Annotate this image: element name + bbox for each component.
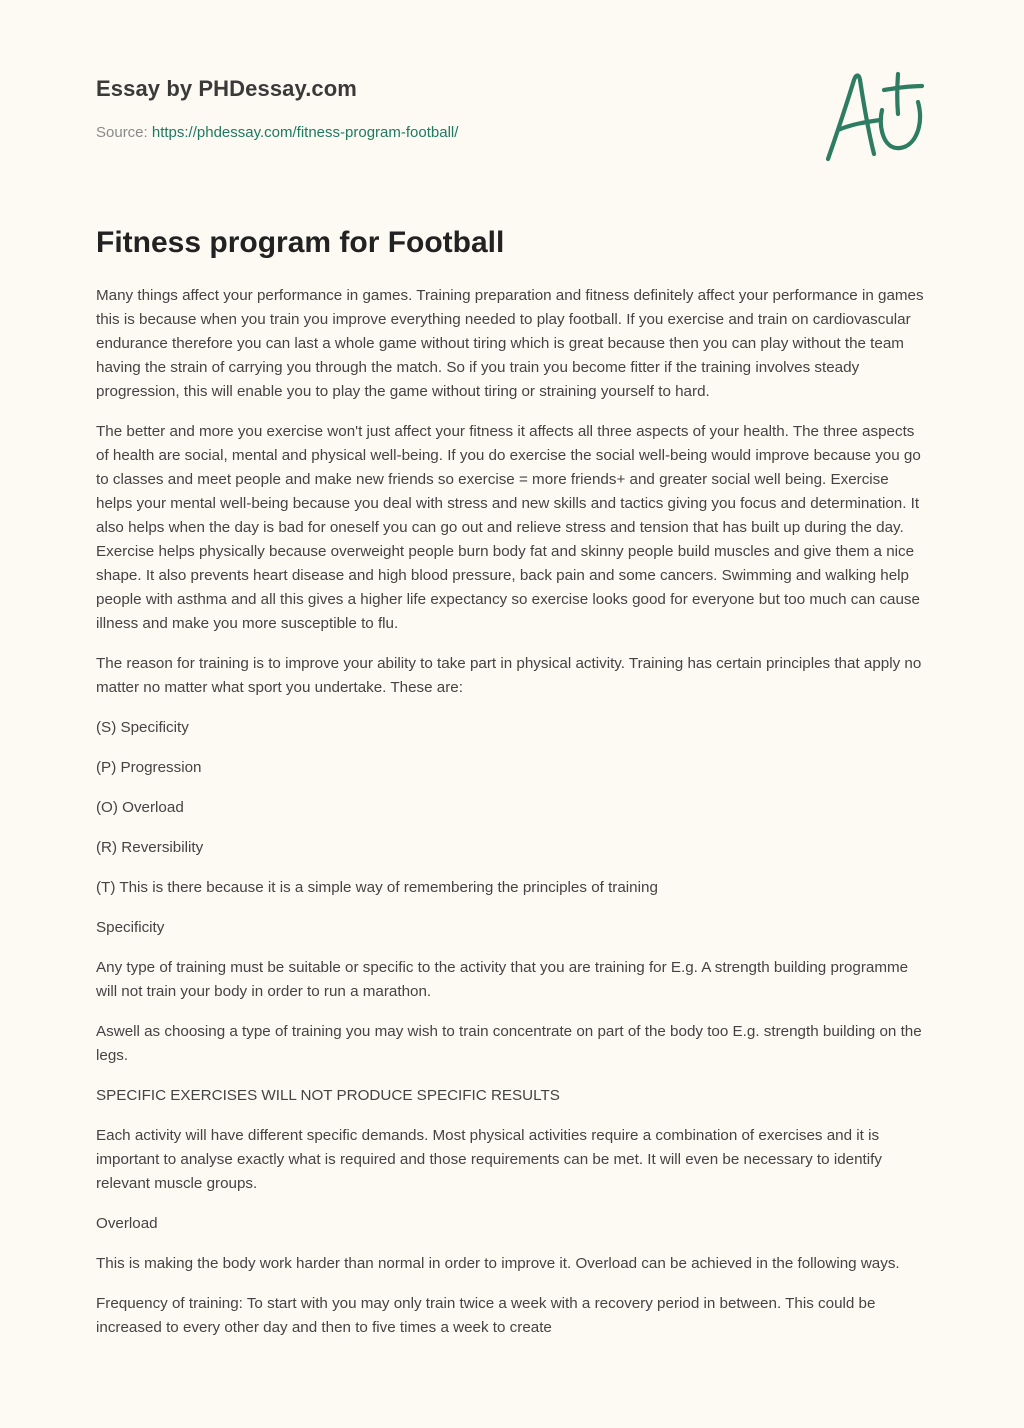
paragraph: Frequency of training: To start with you may only train twice a week with a recovery period in between. This could be increased to every other day and then to five times a week to create: [96, 1295, 876, 1336]
paragraph: (P) Progression: [96, 759, 202, 776]
paragraph: Many things affect your performance in games. Training preparation and fitness definitely affect your performance in games this is because when you train you improve everything needed to play football. If you exercise and train on cardiovascular endurance therefore you can last a whole game without tiring which is great because then you can play without the team having the strain of carrying you through the match. So if you train you become fitter if the training involves steady progression, this will enable you to play the game without tiring or straining yourself to hard.: [96, 287, 924, 400]
paragraph: This is making the body work harder than normal in order to improve it. Overload can be achieved in the following ways.: [96, 1255, 900, 1272]
paragraph: Each activity will have different specific demands. Most physical activities require a combination of exercises and it is important to analyse exactly what is required and those requirements can be met. It will even be necessary to identify relevant muscle groups.: [96, 1127, 882, 1192]
paragraph: Specificity: [96, 919, 165, 936]
paragraph: SPECIFIC EXERCISES WILL NOT PRODUCE SPECIFIC RESULTS: [96, 1087, 560, 1104]
paragraph: (O) Overload: [96, 799, 184, 816]
paragraph: (R) Reversibility: [96, 839, 204, 856]
paragraph: The better and more you exercise won't just affect your fitness it affects all three aspects of your health. The three aspects of health are social, mental and physical well-being. If you do exercise the social well-being would improve because you go to classes and meet people and make new friends so exercise = more friends+ and greater social well being. Exercise helps your mental well-being because you deal with stress and new skills and tactics giving you focus and determination. It also helps when the day is bad for oneself you can go out and relieve stress and tension that has built up during the day. Exercise helps physically because overweight people burn body fat and skinny people build muscles and give them a nice shape. It also prevents heart disease and high blood pressure, back pain and some cancers. Swimming and walking help people with asthma and all this gives a higher life expectancy so exercise looks good for everyone but too much can cause illness and make you more susceptible to flu.: [96, 423, 921, 632]
paragraph: (T) This is there because it is a simple way of remembering the principles of training: [96, 879, 658, 896]
site-title: Essay by PHDessay.com: [96, 76, 357, 101]
paragraph: (S) Specificity: [96, 719, 189, 736]
paragraph: The reason for training is to improve your ability to take part in physical activity. Training has certain principles that apply no matter no matter what sport you undertake. These are:: [96, 655, 922, 696]
essay-body: [96, 284, 928, 1356]
a-plus-logo-icon: [818, 66, 930, 166]
source-link[interactable]: https://phdessay.com/fitness-program-football/: [151, 124, 459, 141]
paragraph: Any type of training must be suitable or specific to the activity that you are training for E.g. A strength building programme will not train your body in order to run a marathon.: [96, 959, 909, 1000]
source-label: Source:: [96, 124, 148, 141]
source-line: [96, 124, 458, 141]
paragraph: Aswell as choosing a type of training you may wish to train concentrate on part of the body too E.g. strength building on the legs.: [96, 1023, 922, 1064]
paragraph: Overload: [96, 1215, 158, 1232]
essay-title: Fitness program for Football: [96, 226, 505, 259]
